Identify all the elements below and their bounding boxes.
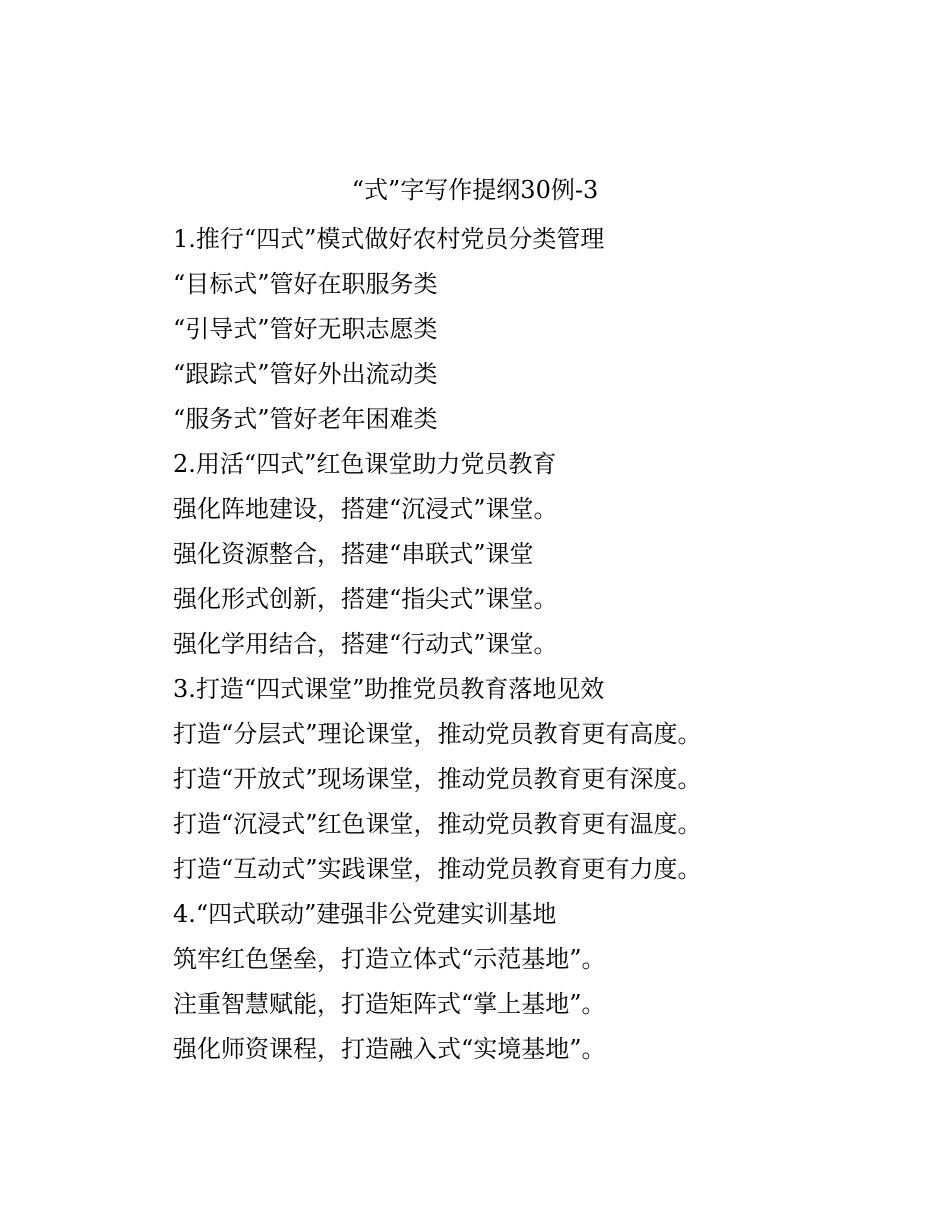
section-heading-1: 1.推行“四式”模式做好农村党员分类管理: [173, 225, 605, 253]
list-item: 强化资源整合，搭建“串联式”课堂: [173, 540, 534, 568]
list-item: “目标式”管好在职服务类: [173, 270, 438, 298]
list-item: 强化形式创新，搭建“指尖式”课堂。: [173, 585, 558, 613]
list-item: 强化师资课程，打造融入式“实境基地”。: [173, 1035, 606, 1063]
document-body: [173, 217, 873, 1072]
list-item: 打造“分层式”理论课堂，推动党员教育更有高度。: [173, 720, 702, 748]
list-item: 注重智慧赋能，打造矩阵式“掌上基地”。: [173, 990, 606, 1018]
list-item: 打造“沉浸式”红色课堂，推动党员教育更有温度。: [173, 810, 702, 838]
list-item: 筑牢红色堡垒，打造立体式“示范基地”。: [173, 945, 606, 973]
list-item: 强化阵地建设，搭建“沉浸式”课堂。: [173, 495, 558, 523]
list-item: 打造“开放式”现场课堂，推动党员教育更有深度。: [173, 765, 702, 793]
list-item: “跟踪式”管好外出流动类: [173, 360, 438, 388]
list-item: “引导式”管好无职志愿类: [173, 315, 438, 343]
list-item: “服务式”管好老年困难类: [173, 405, 438, 433]
list-item: 打造“互动式”实践课堂，推动党员教育更有力度。: [173, 855, 702, 883]
section-heading-3: 3.打造“四式课堂”助推党员教育落地见效: [173, 675, 605, 703]
document-title: “式”字写作提纲30例-3: [351, 176, 599, 204]
section-heading-4: 4.“四式联动”建强非公党建实训基地: [173, 900, 557, 928]
list-item: 强化学用结合，搭建“行动式”课堂。: [173, 630, 558, 658]
section-heading-2: 2.用活“四式”红色课堂助力党员教育: [173, 450, 557, 478]
